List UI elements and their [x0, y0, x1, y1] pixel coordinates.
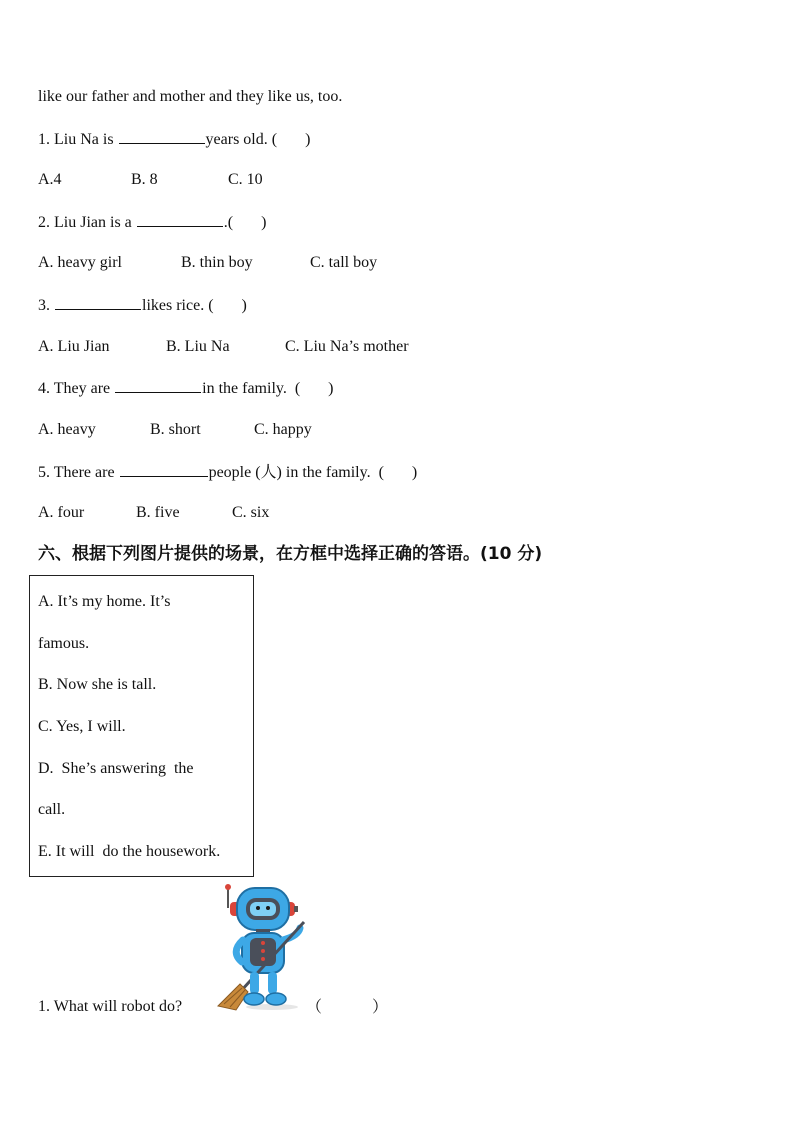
- option-c[interactable]: C. happy: [254, 421, 312, 438]
- option-b[interactable]: B. Liu Na: [166, 338, 230, 355]
- question-4: 4. They are in the family. ( ): [38, 380, 334, 397]
- options-2: [38, 253, 377, 273]
- option-b[interactable]: B. short: [150, 421, 201, 438]
- choice-c[interactable]: C. Yes, I will.: [38, 718, 126, 735]
- answer-blank[interactable]: [137, 212, 223, 227]
- option-b[interactable]: B. thin boy: [181, 254, 253, 271]
- choice-d-line2[interactable]: call.: [38, 801, 66, 818]
- question-2: 2. Liu Jian is a .( ): [38, 214, 267, 231]
- option-a[interactable]: A. four: [38, 504, 85, 521]
- answer-blank[interactable]: [120, 462, 208, 477]
- options-4: [38, 420, 312, 440]
- choice-a-line1[interactable]: A. It’s my home. It’s: [38, 593, 171, 610]
- option-b[interactable]: B. five: [136, 504, 180, 521]
- option-c[interactable]: C. Liu Na’s mother: [285, 338, 409, 355]
- options-5: [38, 503, 269, 523]
- option-b[interactable]: B. 8: [131, 171, 158, 188]
- choice-d-line1[interactable]: D. She’s answering the: [38, 760, 194, 777]
- question-3: 3. likes rice. ( ): [38, 297, 247, 314]
- robot-sweeping-image: [212, 880, 312, 1015]
- intro-line: like our father and mother and they like us, too.: [38, 88, 343, 105]
- option-c[interactable]: C. six: [232, 504, 270, 521]
- answer-choices-box: [29, 575, 254, 877]
- option-c[interactable]: C. tall boy: [310, 254, 378, 271]
- answer-blank[interactable]: [55, 295, 141, 310]
- option-a[interactable]: A. heavy girl: [38, 254, 122, 271]
- options-3: [38, 337, 409, 357]
- section-title: 六、根据下列图片提供的场景，在方框中选择正确的答语。(10 分): [38, 544, 543, 564]
- answer-blank[interactable]: [115, 378, 201, 393]
- option-c[interactable]: C. 10: [228, 171, 263, 188]
- answer-blank[interactable]: [119, 129, 205, 144]
- picture-question-answer-paren[interactable]: （ ）: [306, 997, 389, 1016]
- option-a[interactable]: A.4: [38, 171, 62, 188]
- option-a[interactable]: A. heavy: [38, 421, 96, 438]
- choice-a-line2[interactable]: famous.: [38, 635, 90, 652]
- picture-question-1: 1. What will robot do?: [38, 998, 183, 1015]
- options-1: [38, 170, 263, 190]
- question-5: 5. There are people (人) in the family. ( ): [38, 464, 418, 481]
- question-1: 1. Liu Na is years old. ( ): [38, 131, 311, 148]
- choice-e[interactable]: E. It will do the housework.: [38, 843, 221, 860]
- choice-b[interactable]: B. Now she is tall.: [38, 676, 157, 693]
- option-a[interactable]: A. Liu Jian: [38, 338, 110, 355]
